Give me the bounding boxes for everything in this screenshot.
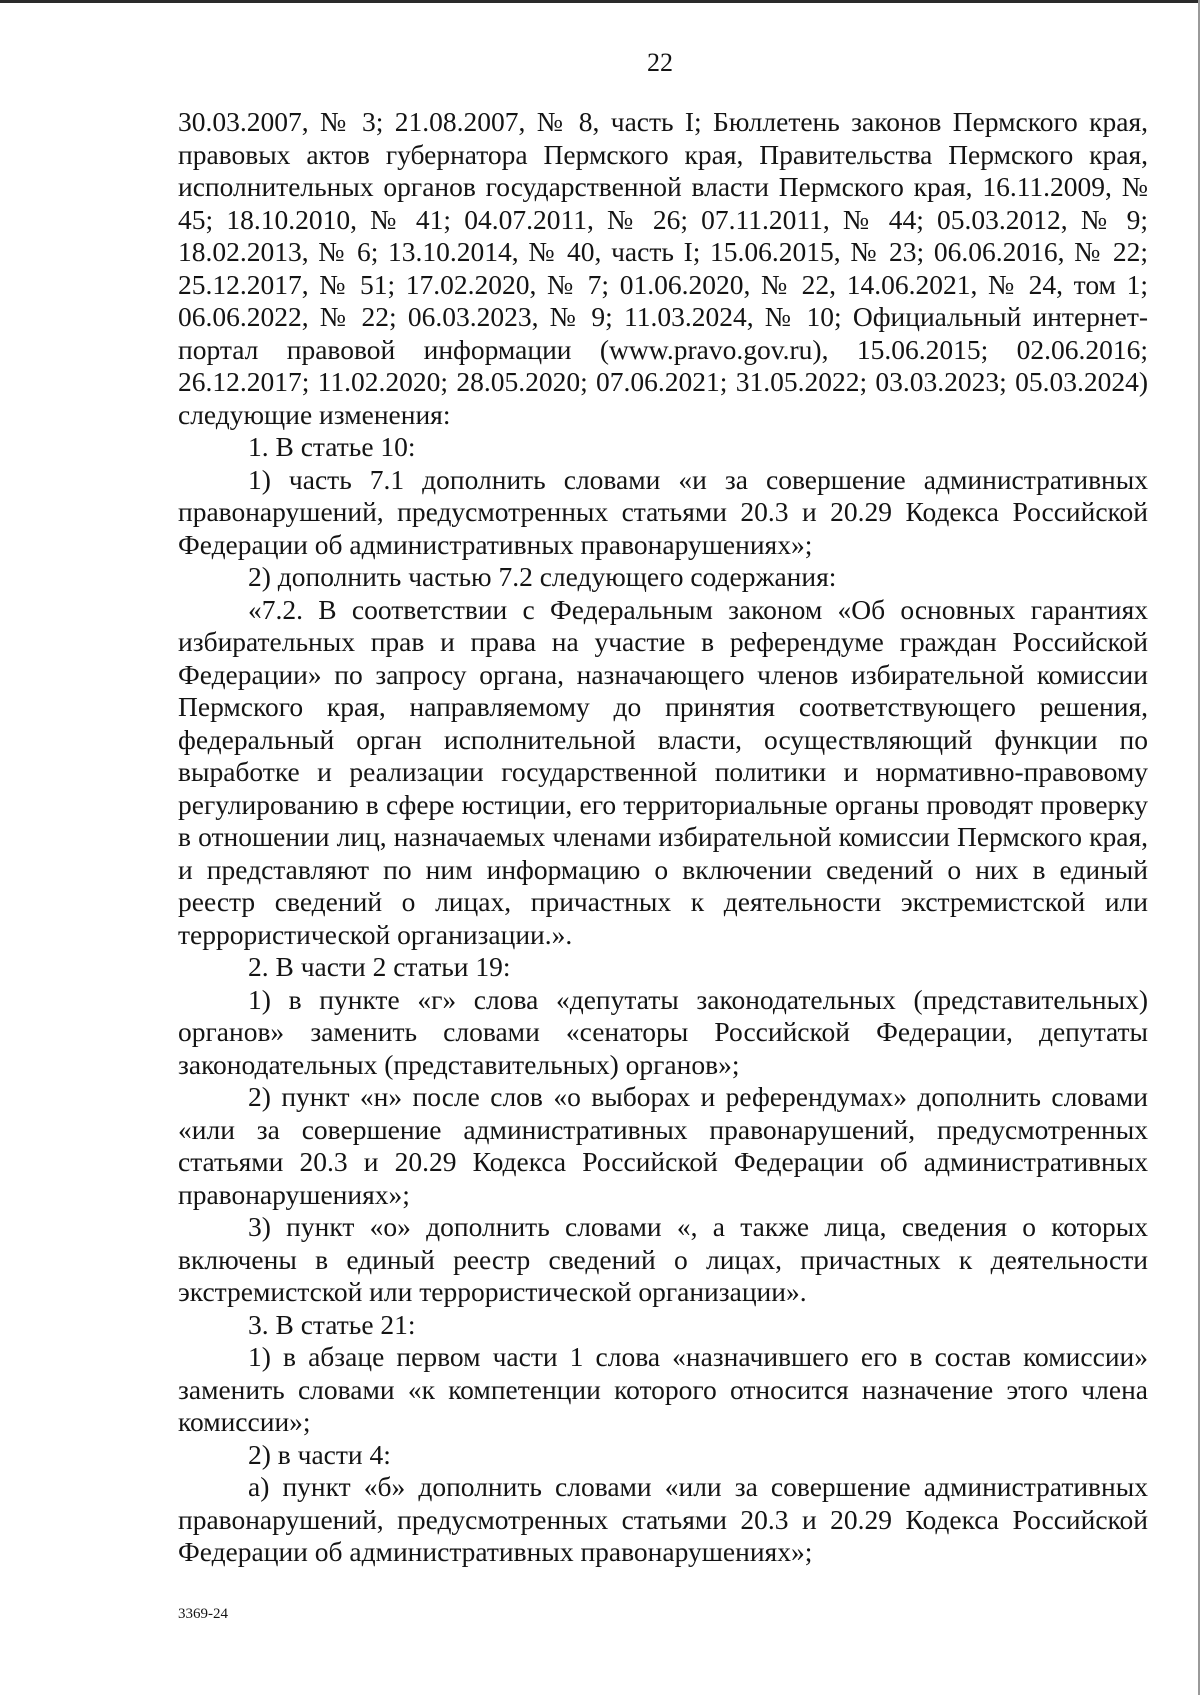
document-registration-code: 3369-24 bbox=[178, 1606, 228, 1622]
paragraph-article-19-item-3: 3) пункт «о» дополнить словами «, а также лица, сведения о которых включены в единый реестр сведений о лицах, причастных к деятельности экстремистской или террористической организации». bbox=[178, 1211, 1148, 1307]
paragraph-article-21-item-2a: а) пункт «б» дополнить словами «или за совершение административных правонарушений, предусмотренных статьями 20.3 и 20.29 Кодекса Российской Федерации об административных правонарушениях»; bbox=[178, 1471, 1148, 1567]
paragraph-article-10-item-1: 1) часть 7.1 дополнить словами «и за совершение административных правонарушений, предусмотренных статьями 20.3 и 20.29 Кодекса Российской Федерации об административных правонарушениях»; bbox=[178, 463, 1148, 560]
paragraph-part-7-2-text: «7.2. В соответствии с Федеральным законом «Об основных гарантиях избирательных прав и права на участие в референдуме граждан Российской Федерации» по запросу органа, назначающего членов избирательной комиссии Пермского края, направляемому до принятия соответствующего решения, федеральный орган исполнительной власти, осуществляющий функции по выработке и реализации государственной политики и нормативно-правовому регулированию в сфере юстиции, его территориальные органы проводят проверку в отношении лиц, назначаемых членами избирательной комиссии Пермского края, и представляют по ним информацию о включении сведений о них в единый реестр сведений о лицах, причастных к деятельности экстремистской или террористической организации.». bbox=[178, 593, 1148, 950]
paragraph-article-21-item-2: 2) в части 4: bbox=[248, 1438, 391, 1470]
paragraph-article-19-item-1: 1) в пункте «г» слова «депутаты законодательных (представительных) органов» заменить словами «сенаторы Российской Федерации, депутаты законодательных (представительных) органов»; bbox=[178, 983, 1148, 1080]
page-number: 22 bbox=[647, 48, 673, 77]
paragraph-article-21-heading: 3. В статье 21: bbox=[248, 1308, 416, 1340]
paragraph-article-21-item-1: 1) в абзаце первом части 1 слова «назначившего его в состав комиссии» заменить словами «к компетенции которого относится назначение этого члена комиссии»; bbox=[178, 1341, 1148, 1437]
document-body bbox=[178, 106, 1148, 1569]
scan-edge-top bbox=[0, 0, 1200, 3]
paragraph-article-10-heading: 1. В статье 10: bbox=[248, 431, 416, 462]
paragraph-article-19-heading: 2. В части 2 статьи 19: bbox=[248, 951, 511, 982]
paragraph-article-10-item-2: 2) дополнить частью 7.2 следующего содержания: bbox=[248, 561, 837, 592]
paragraph-publication-sources: 30.03.2007, № 3; 21.08.2007, № 8, часть I; Бюллетень законов Пермского края, правовых актов губернатора Пермского края, Правительства Пермского края, исполнительных органов государственной власти Пермского края, 16.11.2009, № 45; 18.10.2010, № 41; 04.07.2011, № 26; 07.11.2011, № 44; 05.03.2012, № 9; 18.02.2013, № 6; 13.10.2014, № 40, часть I; 15.06.2015, № 23; 06.06.2016, № 22; 25.12.2017, № 51; 17.02.2020, № 7; 01.06.2020, № 22, 14.06.2021, № 24, том 1; 06.06.2022, № 22; 06.03.2023, № 9; 11.03.2024, № 10; Официальный интернет-портал правовой информации (www.pravo.gov.ru), 15.06.2015; 02.06.2016; 26.12.2017; 11.02.2020; 28.05.2020; 07.06.2021; 31.05.2022; 03.03.2023; 05.03.2024) следующие изменения: bbox=[178, 106, 1148, 430]
paragraph-article-19-item-2: 2) пункт «н» после слов «о выборах и референдумах» дополнить словами «или за совершение административных правонарушений, предусмотренных статьями 20.3 и 20.29 Кодекса Российской Федерации об административных правонарушениях»; bbox=[178, 1081, 1148, 1210]
